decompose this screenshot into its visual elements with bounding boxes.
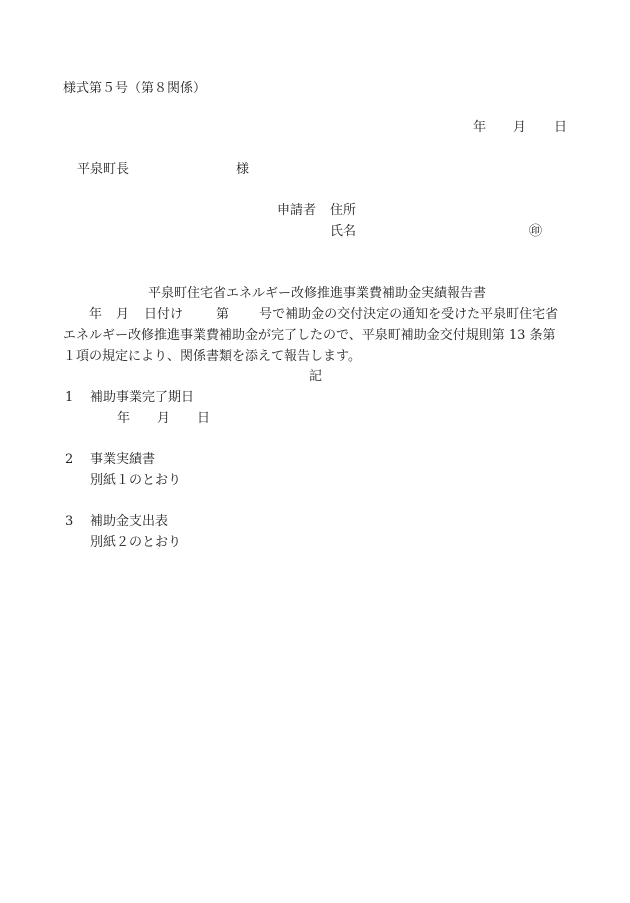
item-1-year: 年 [117,411,131,426]
applicant-name-label: 氏名 [330,224,357,239]
item-1-month: 月 [157,411,171,426]
applicant-address-label: 住所 [330,203,357,218]
form-label: 様式第５号（第８関係） [63,81,207,96]
item-3-number: 3 [65,514,74,529]
body-year: 年 [89,307,103,322]
addressee-honorific: 様 [236,162,250,177]
seal-mark: ㊞ [529,224,543,239]
body-dated: 日付け [144,307,184,322]
document-title: 平泉町住宅省エネルギー改修推進事業費補助金実績報告書 [148,286,487,301]
item-1-number: 1 [65,390,74,405]
date-month: 月 [513,120,527,135]
body-line-1-rest: 号で補助金の交付決定の通知を受けた平泉町住宅省 [259,307,559,322]
body-line-3: １項の規定により、関係書類を添えて報告します。 [63,349,361,364]
ki-heading: 記 [309,369,323,384]
addressee-name: 平泉町長 [77,162,130,177]
body-line-1 [63,307,558,324]
applicant-label: 申請者 [277,203,317,218]
item-2-detail: 別紙１のとおり [90,473,182,488]
item-2-title: 事業実績書 [90,452,156,467]
item-1-title: 補助事業完了期日 [90,390,195,405]
date-day: 日 [554,120,568,135]
body-line-2: エネルギー改修推進事業費補助金が完了したので、平泉町補助金交付規則第 13 条第 [63,328,556,343]
body-number-prefix: 第 [216,307,230,322]
date-year: 年 [473,120,487,135]
body-month: 月 [116,307,130,322]
item-3-detail: 別紙２のとおり [90,535,182,550]
item-3-title: 補助金支出表 [90,514,169,529]
item-2-number: 2 [65,452,74,467]
item-1-day: 日 [197,411,211,426]
